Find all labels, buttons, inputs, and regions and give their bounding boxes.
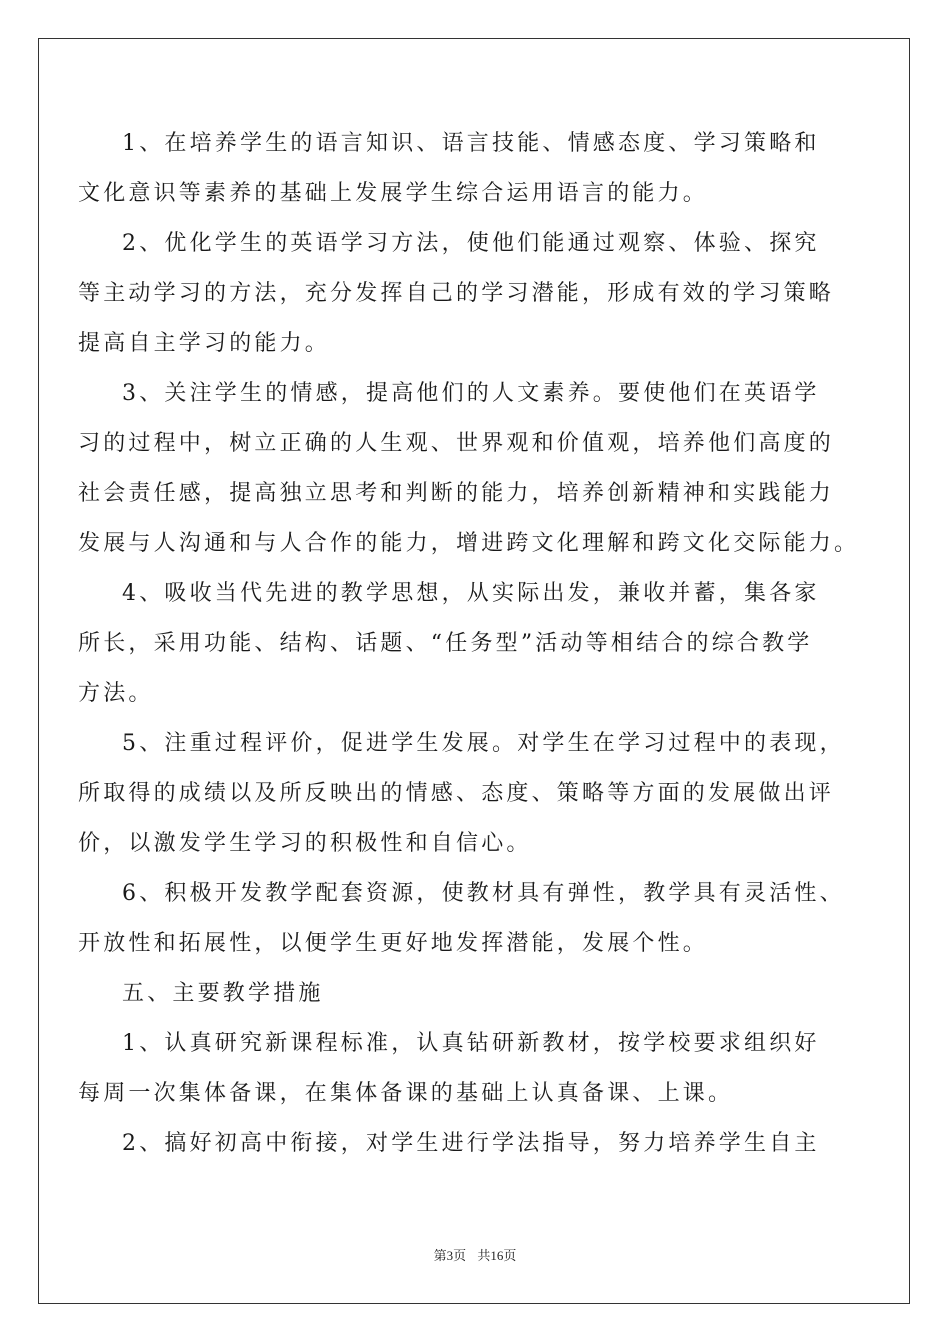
page-number: 第3页 xyxy=(433,1248,467,1263)
text-line: 方法。 xyxy=(78,681,154,706)
text-line: 开放性和拓展性，以便学生更好地发挥潜能，发展个性。 xyxy=(78,931,709,956)
text-line: 3、关注学生的情感，提高他们的人文素养。要使他们在英语学 xyxy=(122,381,820,406)
page-footer xyxy=(0,1247,950,1265)
text-line: 提高自主学习的能力。 xyxy=(78,331,331,356)
text-line: 社会责任感，提高独立思考和判断的能力，培养创新精神和实践能力 xyxy=(78,481,835,506)
text-line: 发展与人沟通和与人合作的能力，增进跨文化理解和跨文化交际能力。 xyxy=(78,531,860,556)
text-line: 6、积极开发教学配套资源，使教材具有弹性，教学具有灵活性、 xyxy=(122,881,845,906)
text-line: 价，以激发学生学习的积极性和自信心。 xyxy=(78,831,532,856)
text-line: 1、认真研究新课程标准，认真钻研新教材，按学校要求组织好 xyxy=(122,1031,820,1056)
page-border xyxy=(38,38,910,1304)
text-line: 每周一次集体备课，在集体备课的基础上认真备课、上课。 xyxy=(78,1081,734,1106)
text-line: 2、搞好初高中衔接，对学生进行学法指导，努力培养学生自主 xyxy=(122,1131,820,1156)
text-line: 等主动学习的方法，充分发挥自己的学习潜能，形成有效的学习策略 xyxy=(78,281,835,306)
text-line: 所取得的成绩以及所反映出的情感、态度、策略等方面的发展做出评 xyxy=(78,781,835,806)
text-line: 文化意识等素养的基础上发展学生综合运用语言的能力。 xyxy=(78,181,709,206)
text-line: 2、优化学生的英语学习方法，使他们能通过观察、体验、探究 xyxy=(122,231,820,256)
text-line: 4、吸收当代先进的教学思想，从实际出发，兼收并蓄，集各家 xyxy=(122,581,820,606)
text-line: 5、注重过程评价，促进学生发展。对学生在学习过程中的表现， xyxy=(122,731,845,756)
section-heading: 五、主要教学措施 xyxy=(122,981,324,1006)
text-line: 习的过程中，树立正确的人生观、世界观和价值观，培养他们高度的 xyxy=(78,431,835,456)
text-line: 1、在培养学生的语言知识、语言技能、情感态度、学习策略和 xyxy=(122,131,820,156)
page-total: 共16页 xyxy=(477,1248,517,1263)
text-line: 所长，采用功能、结构、话题、“任务型”活动等相结合的综合教学 xyxy=(78,631,813,656)
